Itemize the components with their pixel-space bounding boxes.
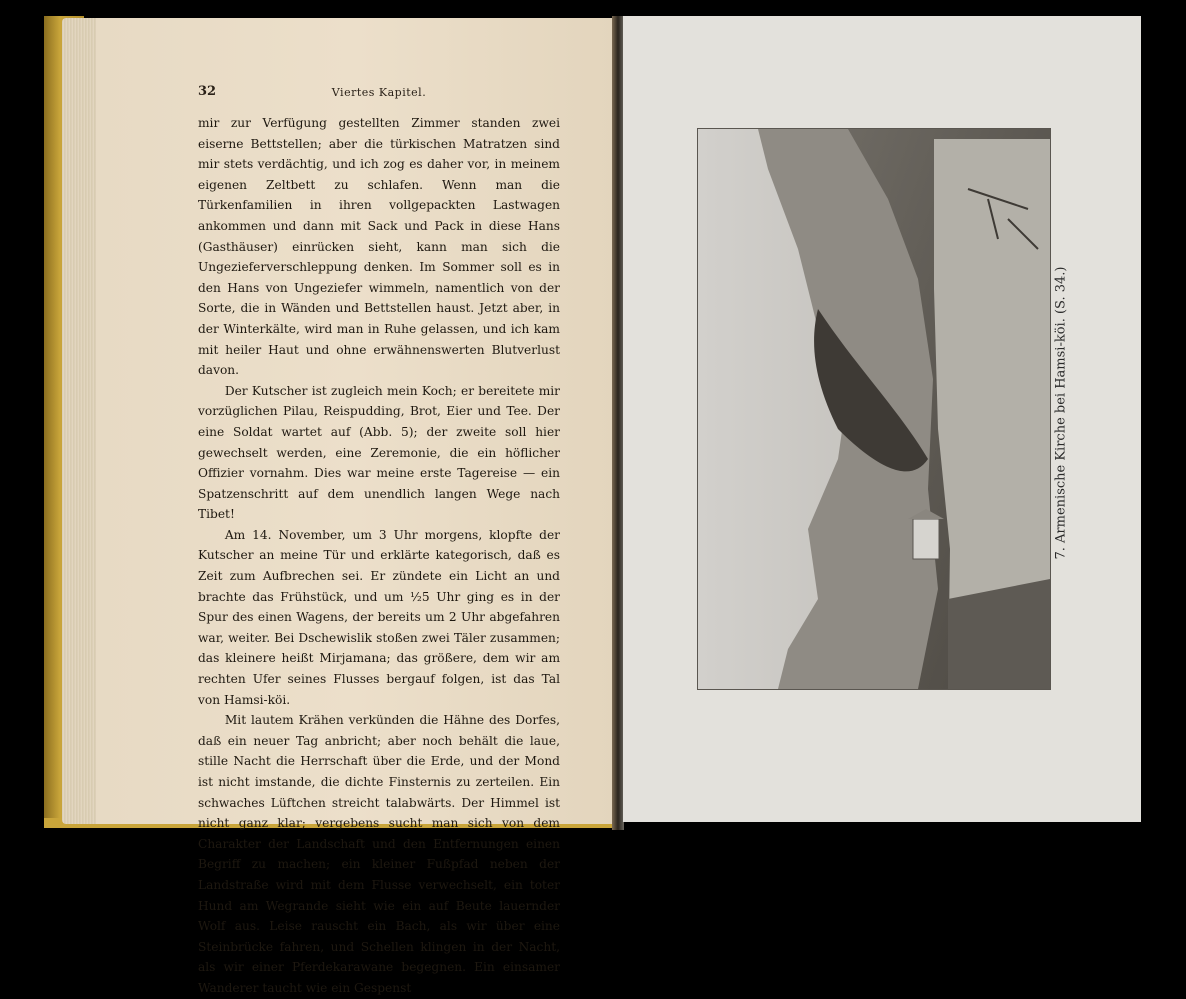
caption-text: 7. Armenische Kirche bei Hamsi-köi. (S. 34.)	[1053, 266, 1069, 560]
church-building	[913, 519, 939, 559]
paragraph: mir zur Verfügung gestellten Zimmer standen zwei eiserne Bettstellen; aber die türkischen Matratzen sind mir stets verdächtig, und ich zog es daher vor, in meinem eigenen Zeltbett zu schlafen. Wenn man die Türkenfamilien in ihren vollgepackten Lastwagen ankommen und dann mit Sack und Pack in diese Hans (Gasthäuser) einrücken sieht, kann man sich die Ungezieferverschleppung denken. Im Sommer soll es in den Hans von Ungeziefer wimmeln, namentlich von der Sorte, die in Wänden und Bettstellen haust. Jetzt aber, in der Winterkälte, wird man in Ruhe gelassen, und ich kam mit heiler Haut und ohne erwähnenswerten Blutverlust davon.	[198, 116, 560, 378]
plate-caption	[1046, 266, 1076, 560]
paragraph: Mit lautem Krähen verkünden die Hähne des Dorfes, daß ein neuer Tag anbricht; aber noch behält die laue, stille Nacht die Herrschaft über die Erde, und der Mond ist nicht imstande, die dichte Finsternis zu zerteilen. Ein schwaches Lüftchen streicht talabwärts. Der Himmel ist nicht ganz klar; vergebens sucht man sich von dem Charakter der Landschaft und den Entfernungen einen Begriff zu machen; ein kleiner Fußpfad neben der Landstraße wird mit dem Flusse verwechselt, ein toter Hund am Wegrande sieht wie ein auf Beute lauernder Wolf aus. Leise rauscht ein Bach, als wir über eine Steinbrücke fahren, und Schellen klingen in der Nacht, als wir einer Pferdekarawane begegnen. Ein einsamer Wanderer taucht wie ein Gespenst	[198, 713, 560, 995]
page-number: 32	[198, 84, 217, 99]
paragraph: Am 14. November, um 3 Uhr morgens, klopfte der Kutscher an meine Tür und erklärte kategorisch, daß es Zeit zum Aufbrechen sei. Er zündete ein Licht an und brachte das Frühstück, und um ½5 Uhr ging es in der Spur des einen Wagens, der bereits um 2 Uhr abgefahren war, weiter. Bei Dschewislik stoßen zwei Täler zusammen; das kleinere heißt Mirjamana; das größere, dem wir am rechten Ufer seines Flusses bergauf folgen, ist das Tal von Hamsi-köi.	[198, 527, 560, 707]
running-header	[198, 84, 560, 104]
paragraph: Der Kutscher ist zugleich mein Koch; er bereitete mir vorzüglichen Pilau, Reispudding, Brot, Eier und Tee. Der eine Soldat wartet auf (Abb. 5); der zweite soll hier gewechselt werden, eine Zeremonie, die ein höflicher Offizier vornahm. Dies war meine erste Tagereise — ein Spatzenschritt auf dem unendlich langen Wege nach Tibet!	[198, 383, 560, 522]
chapter-title: Viertes Kapitel.	[331, 86, 427, 99]
photo-plate	[697, 128, 1051, 690]
body-text	[198, 113, 560, 999]
landscape-photo	[698, 129, 1050, 689]
